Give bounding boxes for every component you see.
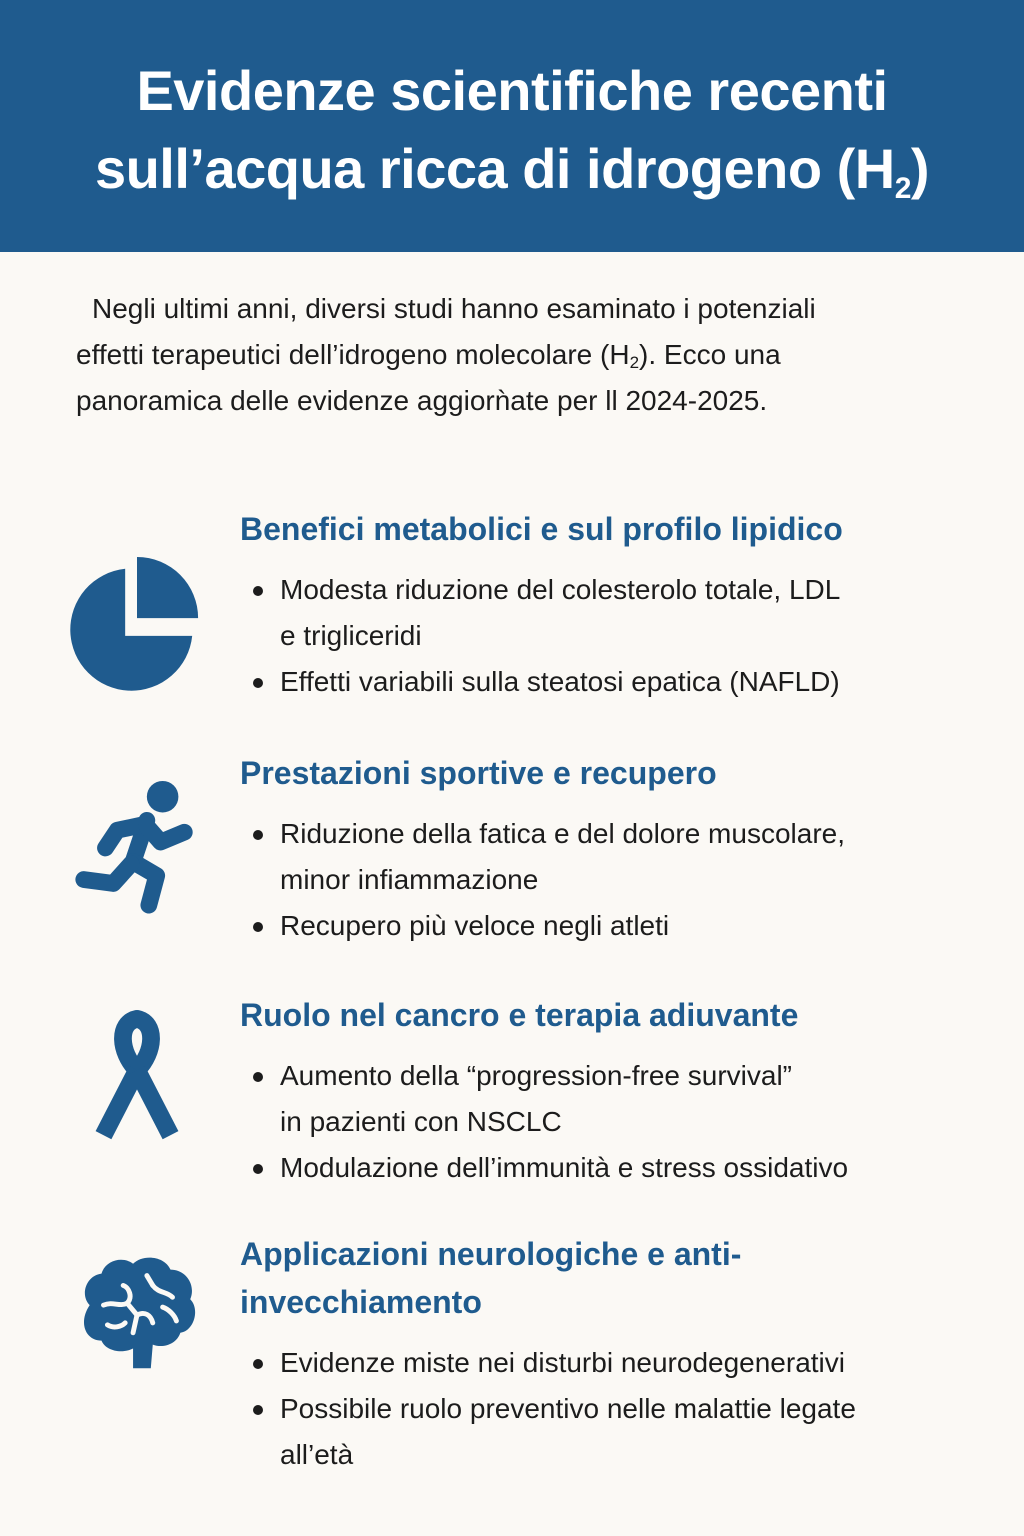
- list-item: [248, 567, 988, 659]
- intro-line-2: [76, 332, 966, 378]
- intro-paragraph: [76, 286, 966, 424]
- section-title: [240, 1230, 1000, 1326]
- list-item-line: Evidenze miste nei disturbi neurodegenerativi: [280, 1347, 845, 1378]
- intro-line-3: panoramica delle evidenze aggiorǹate per ll 2024-2025.: [76, 385, 768, 416]
- list-item: [248, 1053, 988, 1145]
- brain-icon: [68, 1246, 206, 1384]
- list-item-line: Modulazione dell’immunità e stress ossidativo: [280, 1152, 849, 1183]
- header-banner: [0, 0, 1024, 252]
- list-item-line: minor infiammazione: [280, 864, 539, 895]
- running-person-icon: [68, 777, 206, 915]
- list-item-line: Recupero più veloce negli atleti: [280, 910, 670, 941]
- title-line-2-text: sull’acqua ricca di idrogeno (H: [94, 137, 895, 200]
- list-item-line: Possibile ruolo preventivo nelle malattie legate: [280, 1393, 856, 1424]
- list-item-line: all’età: [280, 1439, 354, 1470]
- list-item: [248, 1340, 988, 1386]
- intro-subscript: 2: [629, 353, 640, 372]
- section-title-line: Applicazioni neurologiche e anti-: [240, 1236, 742, 1272]
- bullet-list: [248, 1053, 988, 1191]
- intro-line-1: Negli ultimi anni, diversi studi hanno esaminato i potenziali: [92, 293, 816, 324]
- list-item-line: Modesta riduzione del colesterolo totale, LDL: [280, 574, 841, 605]
- list-item-line: Effetti variabili sulla steatosi epatica (NAFLD): [280, 666, 840, 697]
- list-item-line: e trigliceridi: [280, 620, 422, 651]
- bullet-list: [248, 567, 988, 705]
- list-item: [248, 1386, 988, 1478]
- list-item: [248, 659, 988, 705]
- list-item-line: Aumento della “progression-free survival”: [280, 1060, 792, 1091]
- section-title: Ruolo nel cancro e terapia adiuvante: [240, 997, 799, 1033]
- list-item-line: Riduzione della fatica e del dolore muscolare,: [280, 818, 845, 849]
- title-subscript: 2: [894, 172, 911, 205]
- page-title: [0, 52, 1024, 208]
- list-item-line: in pazienti con NSCLC: [280, 1106, 562, 1137]
- section-title-line: invecchiamento: [240, 1284, 482, 1320]
- list-item: [248, 903, 988, 949]
- pie-chart-icon: [68, 555, 206, 693]
- awareness-ribbon-icon: [68, 1009, 206, 1147]
- list-item: [248, 1145, 988, 1191]
- title-line-2: [0, 130, 1024, 208]
- list-item: [248, 811, 988, 903]
- intro-line-2-end: ). Ecco una: [639, 339, 781, 370]
- title-line-1: Evidenze scientifiche recenti: [136, 59, 888, 122]
- title-line-2-close: ): [910, 137, 930, 200]
- bullet-list: [248, 1340, 988, 1478]
- intro-line-2-text: effetti terapeutici dell’idrogeno molecolare (H: [76, 339, 630, 370]
- section-title: Benefici metabolici e sul profilo lipidico: [240, 511, 843, 547]
- bullet-list: [248, 811, 988, 949]
- section-title: Prestazioni sportive e recupero: [240, 755, 717, 791]
